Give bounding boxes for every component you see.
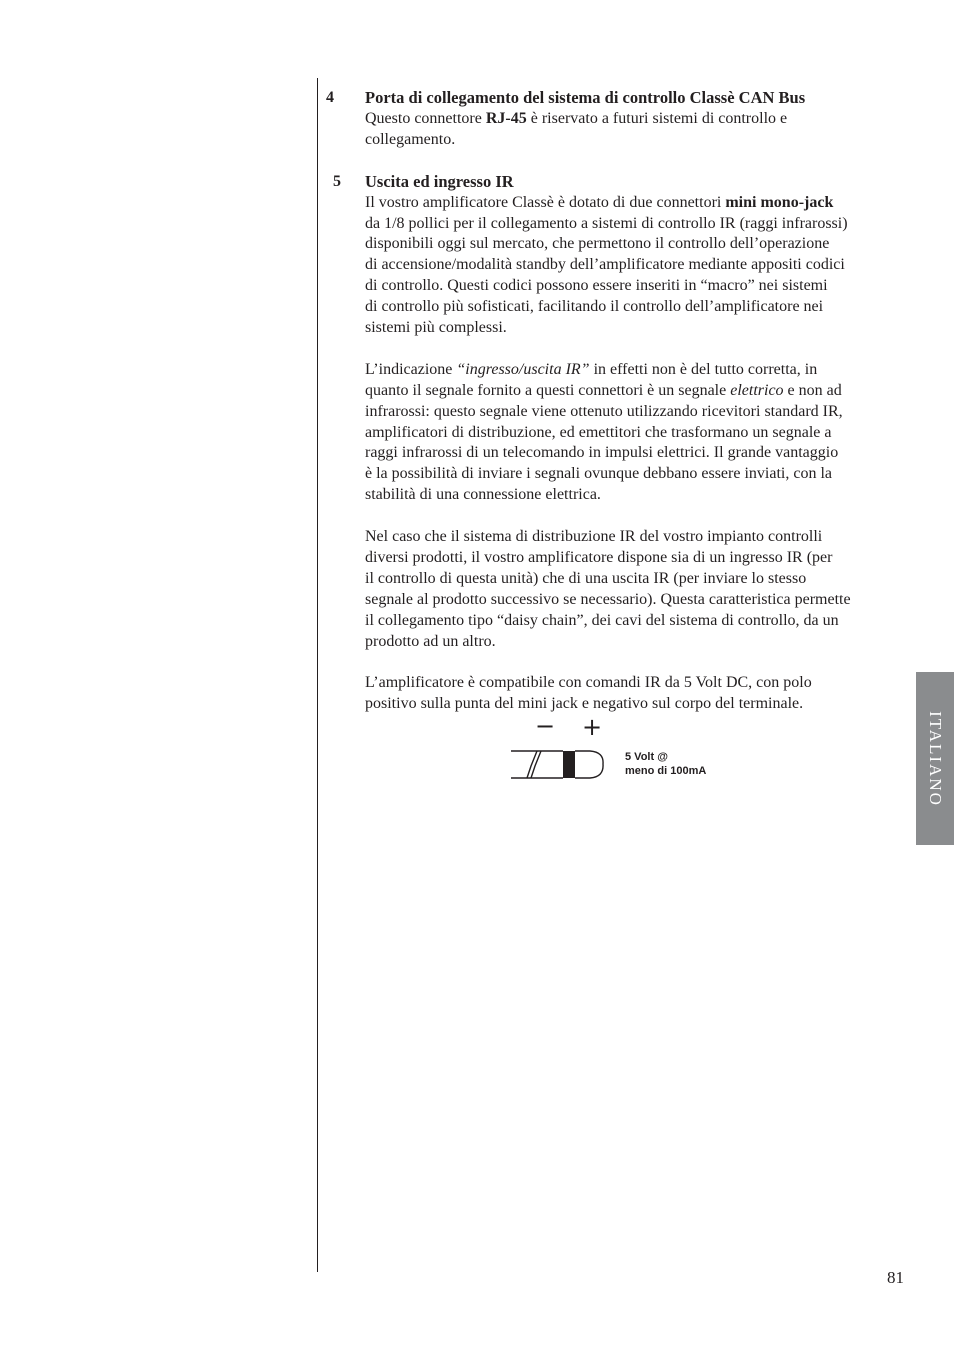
- paragraph: Questo connettore RJ-45 è riservato a futuri sistemi di controllo e collegamento.: [365, 109, 788, 148]
- language-tab: [916, 672, 954, 845]
- paragraph: Il vostro amplificatore Classè è dotato di due connettori mini mono-jack da 1/8 pollici per il collegamento a sistemi di controllo IR (raggi infrarossi) disponibili oggi sul mercato, che permettono il controllo dell’operazione di accensione/modalità standby dell’amplificatore mediante appositi codici di controllo. Questi codici possono essere inseriti in “macro” nei sistemi di controllo più sofisticati, facilitando il controllo dell’amplificatore nei sistemi più complessi.: [365, 193, 848, 337]
- mini-jack-diagram: [506, 714, 616, 784]
- voltage-label: 5 Volt @ meno di 100mA: [625, 751, 707, 777]
- jack-plug-icon: [511, 751, 603, 778]
- connector-type: mini mono-jack: [725, 193, 834, 211]
- minus-sign: −: [534, 714, 556, 740]
- page-number: 81: [887, 1268, 904, 1287]
- section-5: [326, 172, 886, 716]
- paragraph: L’indicazione “ingresso/uscita IR” in effetti non è del tutto corretta, in quanto il segnale fornito a questi connettori è un segnale elettrico e non ad infrarossi: questo segnale viene ottenuto utilizzando ricevitori standard IR, amplificatori di distribuzione, ed emettitori che trasformano un segnale a raggi infrarossi di un telecomando in impulsi elettrici. Il grande vantaggio è la possibilità di inviare i segnali ovunque debbano essere inviati, con la stabilità di una connessione elettrica.: [365, 360, 843, 504]
- main-content: [326, 88, 886, 736]
- vertical-rule: [317, 78, 318, 1272]
- emphasis: elettrico: [730, 381, 784, 399]
- paragraph: L’amplificatore è compatibile con comandi IR da 5 Volt DC, con polo positivo sulla punta del mini jack e negativo sul corpo del terminale.: [365, 674, 812, 713]
- emphasis: “ingresso/uscita IR”: [456, 360, 590, 378]
- connector-type: RJ-45: [485, 109, 527, 127]
- section-heading: Porta di collegamento del sistema di controllo Classè CAN Bus: [365, 88, 806, 107]
- section-number: 4: [326, 89, 334, 106]
- section-heading: Uscita ed ingresso IR: [365, 171, 514, 191]
- plus-sign: +: [581, 714, 603, 741]
- paragraph: Nel caso che il sistema di distribuzione IR del vostro impianto controlli diversi prodotti, il vostro amplificatore dispone sia di un ingresso IR (per il controllo di questa unità) che di una uscita IR (per inviare lo stesso segnale al prodotto successivo se necessario). Questa caratteristica permette il collegamento tipo “daisy chain”, dei cavi del sistema di controllo, da un prodotto ad un altro.: [365, 528, 851, 650]
- language-tab-label: ITALIANO: [926, 710, 945, 807]
- jack-ring-band: [563, 751, 575, 778]
- section-number: 5: [333, 172, 341, 190]
- section-4: [326, 88, 886, 151]
